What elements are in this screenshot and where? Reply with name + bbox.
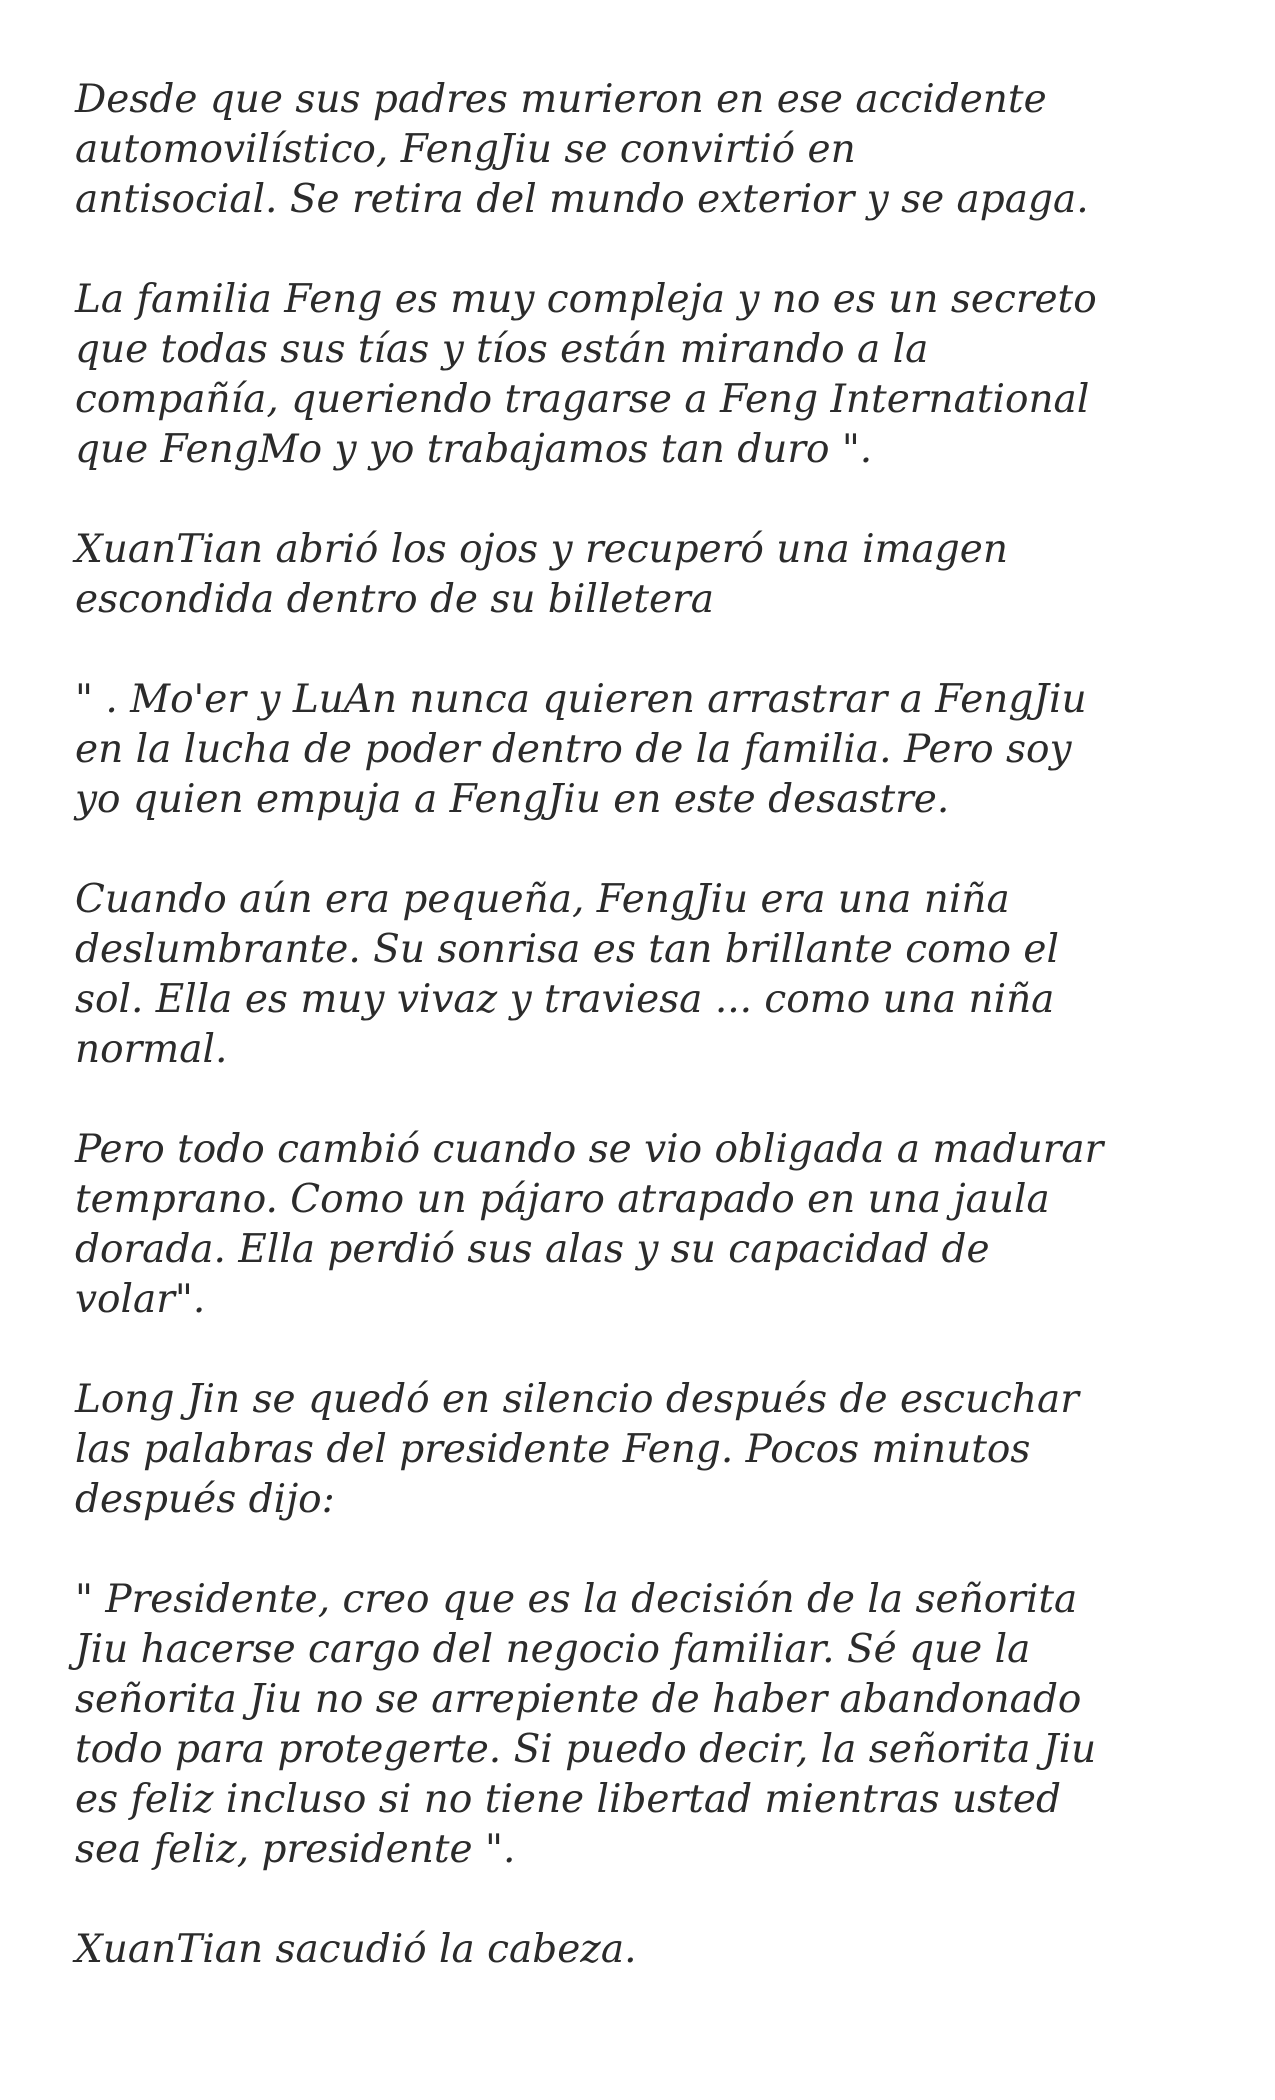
text-line: Jiu hacerse cargo del negocio familiar. Sé que la: [75, 1627, 1031, 1672]
text-line: XuanTian sacudió la cabeza.: [75, 1927, 637, 1972]
text-line: Long Jin se quedó en silencio después de escuchar: [75, 1377, 1079, 1422]
paragraph-7: [75, 1375, 1205, 1525]
text-line: Cuando aún era pequeña, FengJiu era una niña: [75, 877, 1010, 922]
text-line: todo para protegerte. Si puedo decir, la señorita Jiu: [75, 1727, 1097, 1772]
paragraph-2: [75, 275, 1205, 475]
text-line: temprano. Como un pájaro atrapado en una jaula: [75, 1177, 1050, 1222]
text-line: en la lucha de poder dentro de la familia. Pero soy: [75, 727, 1072, 772]
text-line: sol. Ella es muy vivaz y traviesa ... como una niña: [75, 977, 1055, 1022]
text-line: normal.: [75, 1027, 228, 1072]
text-line: Pero todo cambió cuando se vio obligada a madurar: [75, 1127, 1104, 1172]
text-line: las palabras del presidente Feng. Pocos minutos: [75, 1427, 1031, 1472]
text-line: antisocial. Se retira del mundo exterior y se apaga.: [75, 177, 1089, 222]
text-line: yo quien empuja a FengJiu en este desastre.: [75, 777, 950, 822]
paragraph-8: [75, 1575, 1205, 1875]
text-line: sea feliz, presidente ".: [75, 1827, 516, 1872]
text-line: que todas sus tías y tíos están mirando a la: [75, 327, 929, 372]
text-line: volar".: [75, 1277, 206, 1322]
text-line: escondida dentro de su billetera: [75, 577, 715, 622]
text-line: señorita Jiu no se arrepiente de haber abandonado: [75, 1677, 1082, 1722]
paragraph-6: [75, 1125, 1205, 1325]
paragraph-5: [75, 875, 1205, 1075]
text-column: [75, 75, 1205, 2025]
text-line: automovilístico, FengJiu se convirtió en: [75, 127, 856, 172]
text-line: " . Mo'er y LuAn nunca quieren arrastrar a FengJiu: [75, 677, 1087, 722]
text-line: " Presidente, creo que es la decisión de la señorita: [75, 1577, 1078, 1622]
text-line: dorada. Ella perdió sus alas y su capacidad de: [75, 1227, 990, 1272]
text-line: compañía, queriendo tragarse a Feng International: [75, 377, 1090, 422]
paragraph-9: [75, 1925, 1205, 1975]
paragraph-3: [75, 525, 1205, 625]
text-line: Desde que sus padres murieron en ese accidente: [75, 77, 1047, 122]
text-line: que FengMo y yo trabajamos tan duro ".: [75, 427, 873, 472]
paragraph-4: [75, 675, 1205, 825]
text-line: es feliz incluso si no tiene libertad mientras usted: [75, 1777, 1061, 1822]
text-line: después dijo:: [75, 1477, 335, 1522]
text-line: deslumbrante. Su sonrisa es tan brillante como el: [75, 927, 1059, 972]
paragraph-1: [75, 75, 1205, 225]
text-line: XuanTian abrió los ojos y recuperó una imagen: [75, 527, 1008, 572]
text-line: La familia Feng es muy compleja y no es un secreto: [75, 277, 1097, 322]
